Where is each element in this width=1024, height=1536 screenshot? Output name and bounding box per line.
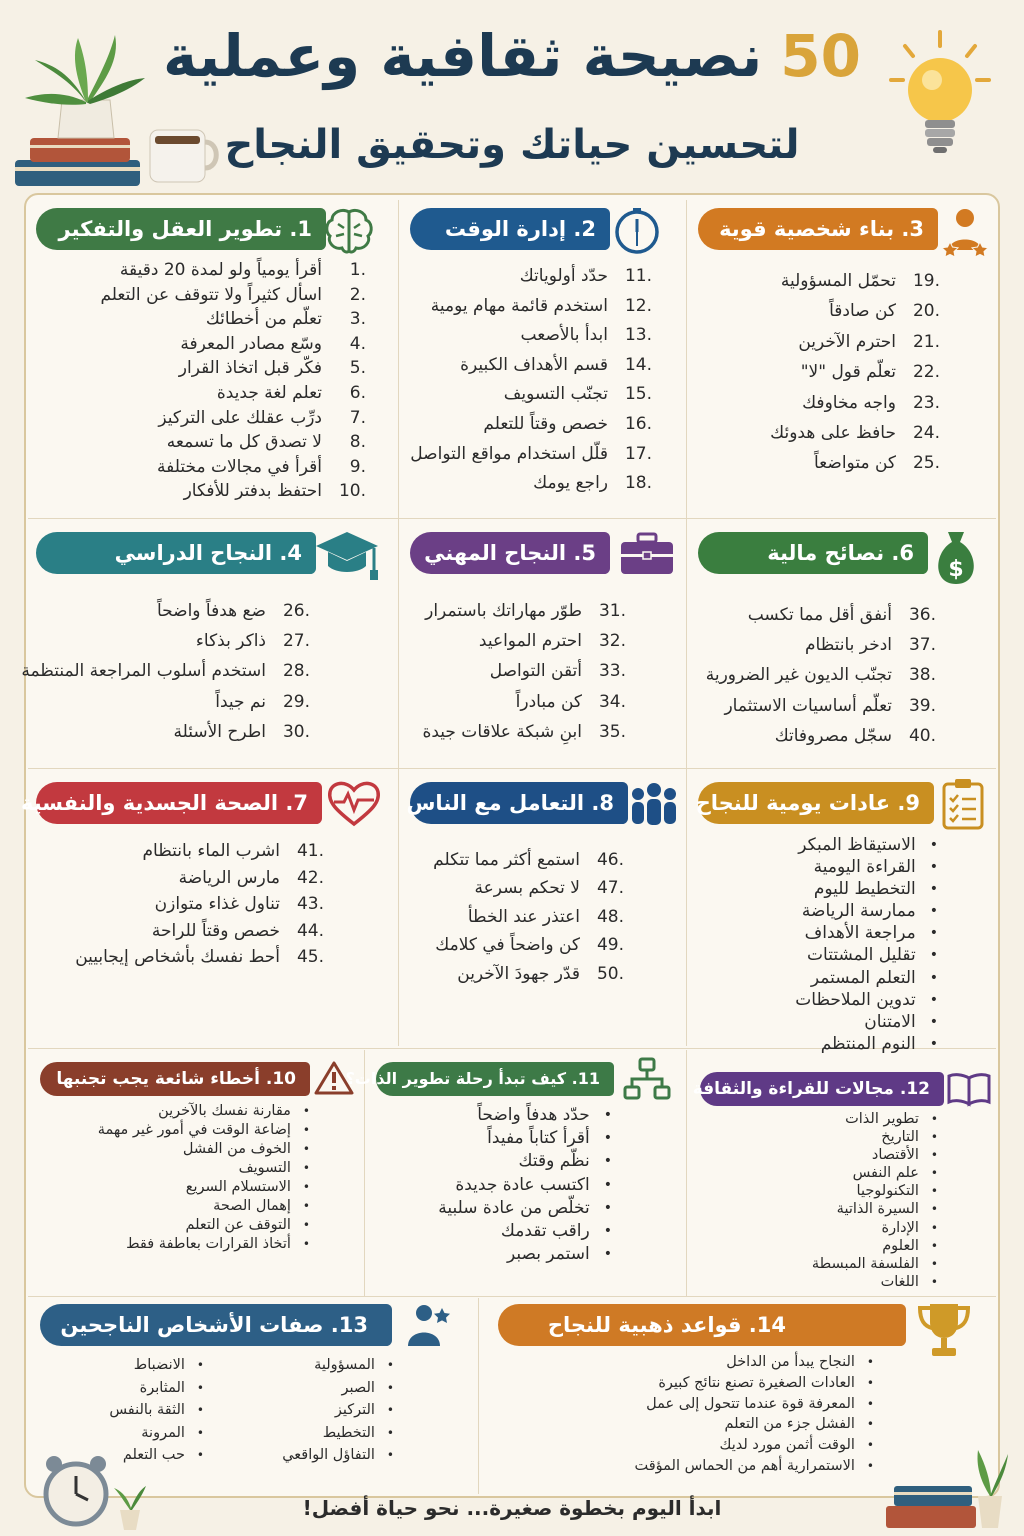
section-3-list — [770, 266, 940, 479]
list-item: • التفاؤل الواقعي — [282, 1444, 394, 1467]
section-13-banner: 13. صفات الأشخاص الناجحين — [40, 1304, 392, 1346]
list-item: 33. أتقن التواصل — [489, 661, 626, 682]
section-5-banner: 5. النجاح المهني — [410, 532, 610, 574]
section-7-banner: 7. الصحة الجسدية والنفسية — [36, 782, 322, 824]
list-item: • مراجعة الأهداف — [795, 922, 938, 944]
section-9-list — [795, 834, 938, 1055]
section-14-list — [635, 1352, 875, 1477]
list-item: 26. ضع هدفاً واضحاً — [156, 601, 310, 621]
list-item: • النجاح يبدأ من الداخل — [635, 1352, 875, 1373]
list-item: • الاستسلام السريع — [98, 1178, 310, 1197]
list-item: 25. كن متواضعاً — [814, 453, 940, 474]
money-bag-icon — [928, 526, 984, 588]
list-item: • التعلم المستمر — [795, 967, 938, 989]
list-item: 20. كن صادقاً — [829, 301, 940, 322]
trophy-icon — [914, 1300, 974, 1362]
list-item: 38. تجنّب الديون غير الضرورية — [705, 665, 936, 686]
list-item: 23. واجه مخاوفك — [802, 392, 940, 413]
list-item: • تقليل المشتتات — [795, 944, 938, 966]
list-item: • التسويف — [98, 1159, 310, 1178]
section-8-list — [433, 846, 624, 988]
list-item: • ممارسة الرياضة — [795, 900, 938, 922]
list-item: • التركيز — [282, 1399, 394, 1422]
list-item: • الثقة بالنفس — [109, 1399, 204, 1422]
list-item: 37. ادخر بانتظام — [804, 635, 936, 656]
list-item: • النوم المنتظم — [795, 1033, 938, 1055]
list-item: 10. احتفظ بدفتر للأفكار — [183, 481, 366, 502]
list-item: 14. قسم الأهداف الكبيرة — [460, 354, 652, 375]
list-item: 13. ابدأ بالأصعب — [520, 325, 652, 346]
list-item: • حدّد هدفاً واضحاً — [438, 1104, 612, 1127]
brain-icon — [322, 206, 376, 256]
list-item: • علم النفس — [812, 1164, 938, 1182]
briefcase-icon — [618, 530, 676, 578]
list-item: 35. ابنِ شبكة علاقات جيدة — [422, 721, 626, 742]
list-item: • التخطيط — [282, 1422, 394, 1445]
list-item: 36. أنفق أقل مما تكسب — [747, 605, 936, 625]
list-item: • الخوف من الفشل — [98, 1140, 310, 1159]
list-item: 6. تعلم لغة جديدة — [216, 382, 366, 403]
list-item: 19. تحمّل المسؤولية — [780, 271, 940, 291]
divider — [398, 200, 399, 1046]
list-item: • الإدارة — [812, 1219, 938, 1237]
list-item: 5. فكّر قبل اتخاذ القرار — [178, 358, 366, 379]
list-item: 27. ذاكر بذكاء — [195, 631, 310, 652]
list-item: • الاستمرارية أهم من الحماس المؤقت — [635, 1456, 875, 1477]
list-item: • أقرأ كتاباً مفيداً — [438, 1127, 612, 1150]
list-item: • المعرفة قوة عندما تتحول إلى عمل — [635, 1394, 875, 1415]
list-item: • التخطيط لليوم — [795, 878, 938, 900]
list-item: • تدوين الملاحظات — [795, 989, 938, 1011]
list-item: 22. تعلّم قول "لا" — [800, 362, 940, 383]
section-3-banner: 3. بناء شخصية قوية — [698, 208, 938, 250]
list-item: • الفلسفة المبسطة — [812, 1255, 938, 1273]
graduation-cap-icon — [312, 526, 382, 582]
section-1-banner: 1. تطوير العقل والتفكير — [36, 208, 326, 250]
page-subtitle: لتحسين حياتك وتحقيق النجاح — [224, 122, 800, 168]
list-item: 50. قدّر جهودَ الآخرين — [457, 963, 624, 984]
list-item: 17. قلّل استخدام مواقع التواصل — [410, 443, 652, 464]
checklist-icon — [940, 776, 986, 832]
svg-text:$: $ — [948, 557, 964, 582]
section-12-banner: 12. مجالات للقراءة والثقافة — [700, 1072, 944, 1106]
list-item: • مقارنة نفسك بالآخرين — [98, 1102, 310, 1121]
list-item: 21. احترم الآخرين — [798, 331, 940, 352]
list-item: 24. حافظ على هدوئك — [770, 423, 940, 444]
list-item: • العلوم — [812, 1237, 938, 1255]
section-8-banner: 8. التعامل مع الناس — [410, 782, 628, 824]
divider — [28, 518, 996, 519]
list-item: • نظّم وقتك — [438, 1150, 612, 1173]
list-item: 45. أحط نفسك بأشخاص إيجابيين — [75, 947, 324, 968]
section-2-banner: 2. إدارة الوقت — [410, 208, 610, 250]
list-item: 30. اطرح الأسئلة — [173, 721, 310, 742]
list-item: • حب التعلم — [109, 1444, 204, 1467]
divider — [478, 1298, 479, 1494]
list-item: • العادات الصغيرة تصنع نتائج كبيرة — [635, 1373, 875, 1394]
list-item: • اللغات — [812, 1273, 938, 1291]
list-item: • إهمال الصحة — [98, 1197, 310, 1216]
person-star-icon — [938, 204, 992, 258]
list-item: 40. سجّل مصروفاتك — [774, 725, 936, 746]
list-item: • أتخاذ القرارات بعاطفة فقط — [98, 1235, 310, 1254]
divider — [28, 1296, 996, 1297]
list-item: • السيرة الذاتية — [812, 1200, 938, 1218]
list-item: • التوقف عن التعلم — [98, 1216, 310, 1235]
list-item: • التاريخ — [812, 1128, 938, 1146]
page-title — [0, 22, 1024, 90]
list-item: 7. درِّب عقلك على التركيز — [158, 407, 366, 428]
list-item: 41. اشرب الماء بانتظام — [142, 841, 324, 861]
section-11-banner: 11. كيف تبدأ رحلة تطوير الذات؟ — [376, 1062, 614, 1096]
list-item: 8. لا تصدق كل ما تسمعه — [166, 432, 366, 453]
section-14-banner: 14. قواعد ذهبية للنجاح — [498, 1304, 906, 1346]
list-item: 39. تعلّم أساسيات الاستثمار — [724, 695, 936, 716]
list-item: 46. استمع أكثر مما تتكلم — [433, 850, 624, 870]
list-item: • تطوير الذات — [812, 1110, 938, 1128]
list-item: • المسؤولية — [282, 1354, 394, 1377]
heart-pulse-icon — [326, 778, 382, 828]
list-item: • الوقت أثمن مورد لديك — [635, 1435, 875, 1456]
person-star-icon — [404, 1302, 452, 1348]
list-item: 28. استخدم أسلوب المراجعة المنتظمة — [21, 661, 310, 682]
list-item: 12. استخدم قائمة مهام يومية — [430, 295, 652, 316]
list-item: • الاستيقاظ المبكر — [795, 834, 938, 856]
list-item: 32. احترم المواعيد — [478, 631, 626, 652]
list-item: 47. لا تحكم بسرعة — [474, 878, 624, 899]
open-book-icon — [946, 1072, 992, 1106]
list-item: • التكنولوجيا — [812, 1182, 938, 1200]
section-10-banner: 10. أخطاء شائعة يجب تجنبها — [40, 1062, 310, 1096]
list-item: 11. حدّد أولوياتك — [519, 266, 652, 286]
list-item: 2. اسأل كثيراً ولا تتوقف عن التعلم — [100, 284, 366, 305]
list-item: 3. تعلّم من أخطائك — [205, 309, 366, 330]
section-5-list — [422, 596, 626, 747]
section-7-list — [75, 838, 324, 971]
section-2-list — [410, 262, 652, 499]
section-4-list — [21, 596, 310, 747]
footer-slogan: ابدأ اليوم بخطوة صغيرة... نحو حياة أفضل! — [302, 1496, 722, 1520]
section-11-list — [438, 1104, 612, 1266]
list-item: 18. راجع يومك — [533, 473, 652, 494]
flowchart-icon — [622, 1056, 672, 1102]
list-item: 29. نم جيداً — [215, 691, 310, 712]
list-item: 44. خصص وقتاً للراحة — [151, 920, 324, 941]
section-13-right-column — [282, 1354, 394, 1467]
list-item: 43. تناول غذاء متوازن — [154, 894, 324, 915]
list-item: 49. كن واضحاً في كلامك — [435, 935, 624, 956]
list-item: 31. طوّر مهاراتك باستمرار — [425, 601, 626, 621]
section-4-banner: 4. النجاح الدراسي — [36, 532, 316, 574]
list-item: 15. تجنّب التسويف — [503, 384, 652, 405]
list-item: • الانضباط — [109, 1354, 204, 1377]
section-9-banner: 9. عادات يومية للنجاح — [698, 782, 934, 824]
section-1-list — [100, 258, 366, 504]
alarm-clock-decoration — [40, 1448, 150, 1534]
list-item: • إضاعة الوقت في أمور غير مهمة — [98, 1121, 310, 1140]
list-item: 34. كن مبادراً — [515, 691, 626, 712]
divider — [686, 200, 687, 1046]
list-item: • المرونة — [109, 1422, 204, 1445]
list-item: • المثابرة — [109, 1377, 204, 1400]
title-text: نصيحة ثقافية وعملية — [163, 22, 763, 90]
list-item: • الامتنان — [795, 1011, 938, 1033]
list-item: • استمر بصبر — [438, 1243, 612, 1266]
section-10-list — [98, 1102, 310, 1254]
list-item: • اكتسب عادة جديدة — [438, 1174, 612, 1197]
header — [0, 0, 1024, 195]
list-item: • الصبر — [282, 1377, 394, 1400]
divider — [28, 768, 996, 769]
list-item: 42. مارس الرياضة — [178, 867, 324, 888]
section-12-list — [812, 1110, 938, 1291]
title-number: 50 — [780, 22, 861, 90]
divider — [686, 1050, 687, 1296]
list-item: 16. خصص وقتاً للتعلم — [483, 413, 652, 434]
list-item: 9. أقرأ في مجالات مختلفة — [157, 456, 366, 477]
list-item: • الفشل جزء من التعلم — [635, 1414, 875, 1435]
list-item: 1. أقرأ يومياً ولو لمدة 20 دقيقة — [119, 260, 366, 280]
list-item: • الأقتصاد — [812, 1146, 938, 1164]
clock-icon — [612, 206, 662, 256]
list-item: • تخلّص من عادة سلبية — [438, 1197, 612, 1220]
section-6-banner: 6. نصائح مالية — [698, 532, 928, 574]
people-icon — [628, 780, 680, 830]
list-item: 4. وسّع مصادر المعرفة — [180, 333, 366, 354]
list-item: • القراءة اليومية — [795, 856, 938, 878]
list-item: 48. اعتذر عند الخطأ — [467, 906, 624, 927]
section-6-list — [706, 600, 936, 751]
list-item: • راقب تقدمك — [438, 1220, 612, 1243]
